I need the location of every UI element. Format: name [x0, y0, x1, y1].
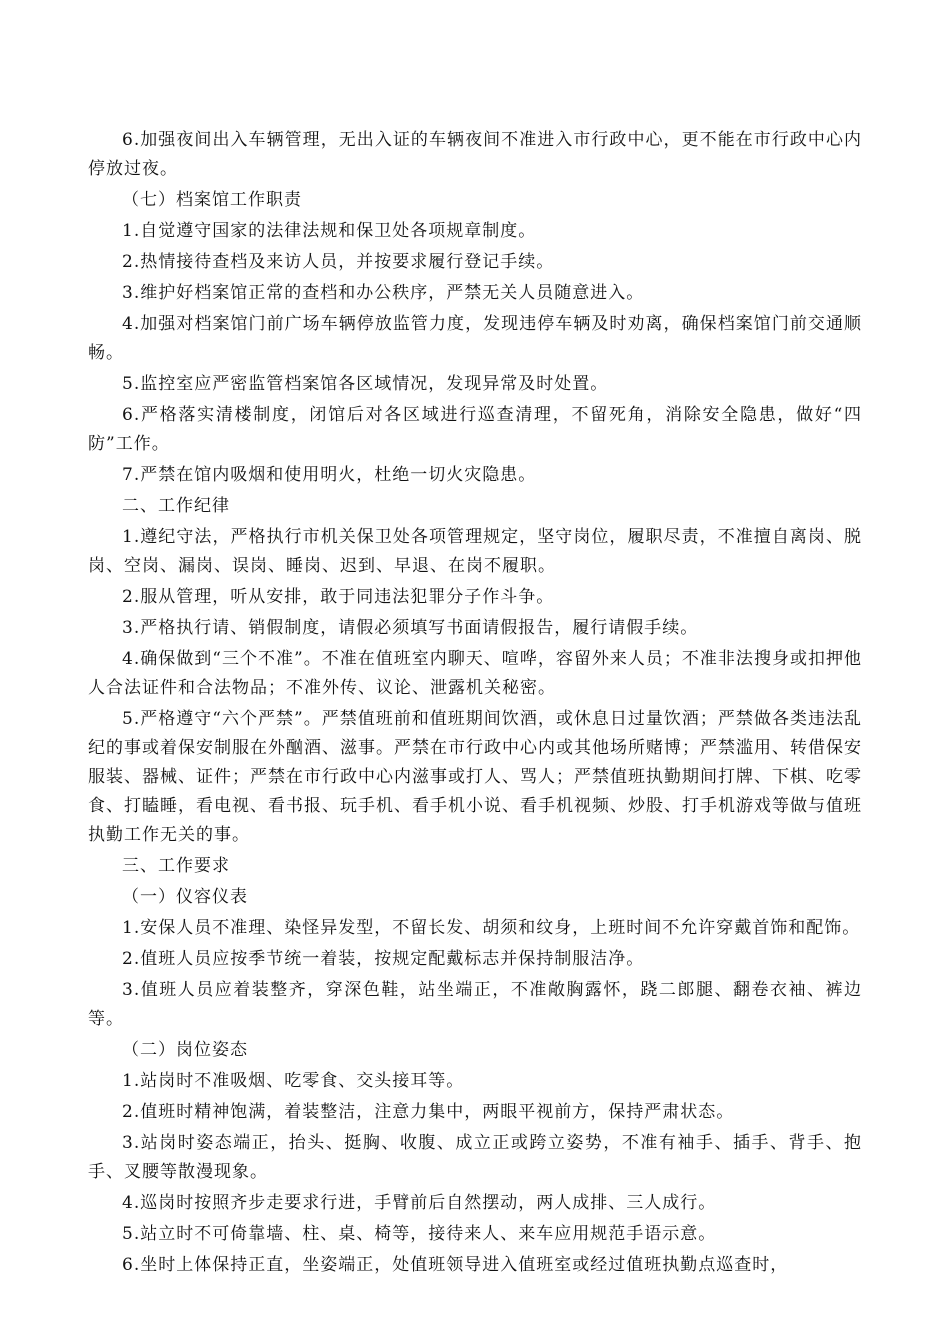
paragraph-archives-duty-6: 6.严格落实清楼制度，闭馆后对各区域进行巡查清理，不留死角，消除安全隐患，做好“四防”工作。 — [88, 405, 862, 454]
subsection-heading-post-posture: （二）岗位姿态 — [122, 1040, 248, 1060]
document-page — [88, 126, 862, 1282]
paragraph-posture-2: 2.值班时精神饱满，着装整洁，注意力集中，两眼平视前方，保持严肃状态。 — [122, 1102, 735, 1122]
paragraph-archives-duty-3: 3.维护好档案馆正常的查档和办公秩序，严禁无关人员随意进入。 — [122, 283, 645, 303]
section-heading-work-requirements: 三、工作要求 — [122, 856, 230, 876]
paragraph-posture-5: 5.站立时不可倚靠墙、柱、桌、椅等，接待来人、来车应用规范手语示意。 — [122, 1224, 717, 1244]
paragraph-discipline-4: 4.确保做到“三个不准”。不准在值班室内聊天、喧哗，容留外来人员；不准非法搜身或扣押他人合法证件和合法物品；不准外传、议论、泄露机关秘密。 — [88, 649, 862, 698]
paragraph-discipline-1: 1.遵纪守法，严格执行市机关保卫处各项管理规定，坚守岗位，履职尽责，不准擅自离岗、脱岗、空岗、漏岗、误岗、睡岗、迟到、早退、在岗不履职。 — [88, 527, 862, 576]
paragraph-archives-duty-2: 2.热情接待查档及来访人员，并按要求履行登记手续。 — [122, 252, 555, 272]
paragraph-archives-duty-1: 1.自觉遵守国家的法律法规和保卫处各项规章制度。 — [122, 221, 537, 241]
paragraph-appearance-1: 1.安保人员不准理、染怪异发型，不留长发、胡须和纹身，上班时间不允许穿戴首饰和配饰。 — [122, 918, 861, 938]
paragraph-appearance-3: 3.值班人员应着装整齐，穿深色鞋，站坐端正，不准敞胸露怀，跷二郎腿、翻卷衣袖、裤边等。 — [88, 980, 862, 1029]
paragraph-posture-6: 6.坐时上体保持正直，坐姿端正，处值班领导进入值班室或经过值班执勤点巡查时， — [122, 1255, 789, 1275]
paragraph-discipline-2: 2.服从管理，听从安排，敢于同违法犯罪分子作斗争。 — [122, 587, 555, 607]
paragraph-posture-3: 3.站岗时姿态端正，抬头、挺胸、收腹、成立正或跨立姿势，不准有袖手、插手、背手、抱手、叉腰等散漫现象。 — [88, 1133, 862, 1182]
paragraph-discipline-3: 3.严格执行请、销假制度，请假必须填写书面请假报告，履行请假手续。 — [122, 618, 699, 638]
paragraph-posture-4: 4.巡岗时按照齐步走要求行进，手臂前后自然摆动，两人成排、三人成行。 — [122, 1193, 717, 1213]
paragraph-archives-duty-4: 4.加强对档案馆门前广场车辆停放监管力度，发现违停车辆及时劝离，确保档案馆门前交通顺畅。 — [88, 314, 862, 363]
paragraph-vehicle-night-management: 6.加强夜间出入车辆管理，无出入证的车辆夜间不准进入市行政中心，更不能在市行政中心内停放过夜。 — [88, 130, 862, 179]
paragraph-archives-duty-7: 7.严禁在馆内吸烟和使用明火，杜绝一切火灾隐患。 — [122, 465, 537, 485]
paragraph-posture-1: 1.站岗时不准吸烟、吃零食、交头接耳等。 — [122, 1071, 465, 1091]
paragraph-archives-duty-5: 5.监控室应严密监管档案馆各区域情况，发现异常及时处置。 — [122, 374, 609, 394]
paragraph-discipline-5: 5.严格遵守“六个严禁”。严禁值班前和值班期间饮酒，或休息日过量饮酒；严禁做各类违法乱纪的事或着保安制服在外酗酒、滋事。严禁在市行政中心内或其他场所赌博；严禁滥用、转借保安服装、器械、证件；严禁在市行政中心内滋事或打人、骂人；严禁值班执勤期间打牌、下棋、吃零食、打瞌睡，看电视、看书报、玩手机、看手机小说、看手机视频、炒股、打手机游戏等做与值班执勤工作无关的事。 — [88, 709, 862, 845]
section-heading-work-discipline: 二、工作纪律 — [122, 496, 230, 516]
section-heading-archives-duties: （七）档案馆工作职责 — [122, 190, 302, 210]
subsection-heading-appearance: （一）仪容仪表 — [122, 887, 248, 907]
paragraph-appearance-2: 2.值班人员应按季节统一着装，按规定配戴标志并保持制服洁净。 — [122, 949, 645, 969]
